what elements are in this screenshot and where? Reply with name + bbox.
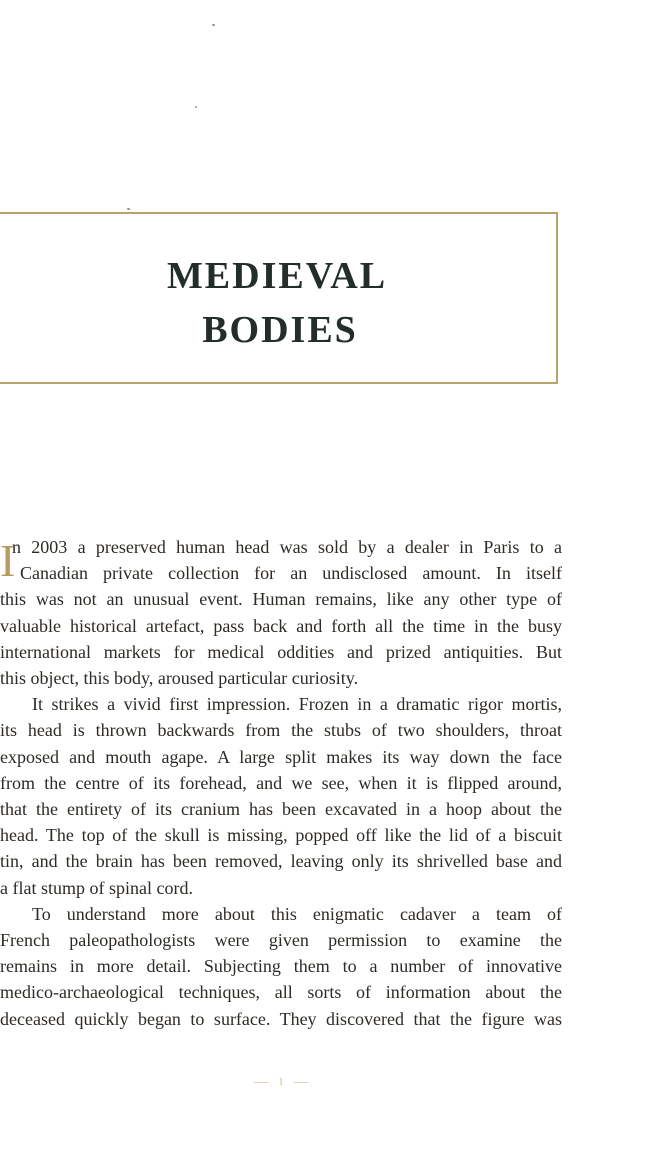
- body-text: [0, 534, 562, 1032]
- page-footer: [0, 1076, 562, 1088]
- drop-cap: I: [0, 535, 16, 586]
- page-number: 1: [278, 1076, 284, 1088]
- text-line: from the centre of its forehead, and we see, when it is flipped around,: [0, 772, 562, 793]
- scan-speck: [212, 24, 215, 26]
- footer-rule-left: [254, 1082, 268, 1083]
- text-line: medico-archaeological techniques, all sorts of information about the: [0, 982, 562, 1003]
- chapter-title-line-1: MEDIEVAL: [166, 255, 388, 297]
- chapter-title-line-2: BODIES: [202, 309, 358, 351]
- scan-speck: [127, 208, 130, 210]
- text-line: its head is thrown backwards from the stubs of two shoulders, throat: [0, 720, 562, 741]
- text-line: It strikes a vivid first impression. Frozen in a dramatic rigor mortis,: [32, 694, 562, 715]
- text-line: international markets for medical oddities and prized antiquities. But: [0, 641, 562, 662]
- text-line: tin, and the brain has been removed, leaving only its shrivelled base and: [0, 851, 562, 872]
- footer-rule-right: [294, 1082, 308, 1083]
- paragraph-3: [0, 901, 562, 1032]
- text-line: French paleopathologists were given permission to examine the: [0, 930, 562, 951]
- text-line: remains in more detail. Subjecting them to a number of innovative: [0, 956, 562, 977]
- text-line: head. The top of the skull is missing, popped off like the lid of a biscuit: [0, 825, 562, 846]
- text-line: this object, this body, aroused particular curiosity.: [0, 668, 359, 689]
- paragraph-2: [0, 691, 562, 901]
- text-line: Canadian private collection for an undisclosed amount. In itself: [20, 563, 562, 584]
- text-line: n 2003 a preserved human head was sold by a dealer in Paris to a: [12, 537, 562, 557]
- text-line: exposed and mouth agape. A large split makes its way down the face: [0, 746, 562, 767]
- chapter-title-frame: [0, 212, 558, 384]
- text-line: deceased quickly began to surface. They discovered that the figure was: [0, 1008, 562, 1029]
- scan-speck: [195, 106, 197, 108]
- text-line: a flat stump of spinal cord.: [0, 877, 193, 898]
- text-line: this was not an unusual event. Human remains, like any other type of: [0, 589, 562, 610]
- paragraph-1: [0, 534, 562, 691]
- text-line: that the entirety of its cranium has been excavated in a hoop about the: [0, 799, 562, 820]
- text-line: To understand more about this enigmatic cadaver a team of: [32, 903, 562, 924]
- text-line: valuable historical artefact, pass back and forth all the time in the busy: [0, 615, 562, 636]
